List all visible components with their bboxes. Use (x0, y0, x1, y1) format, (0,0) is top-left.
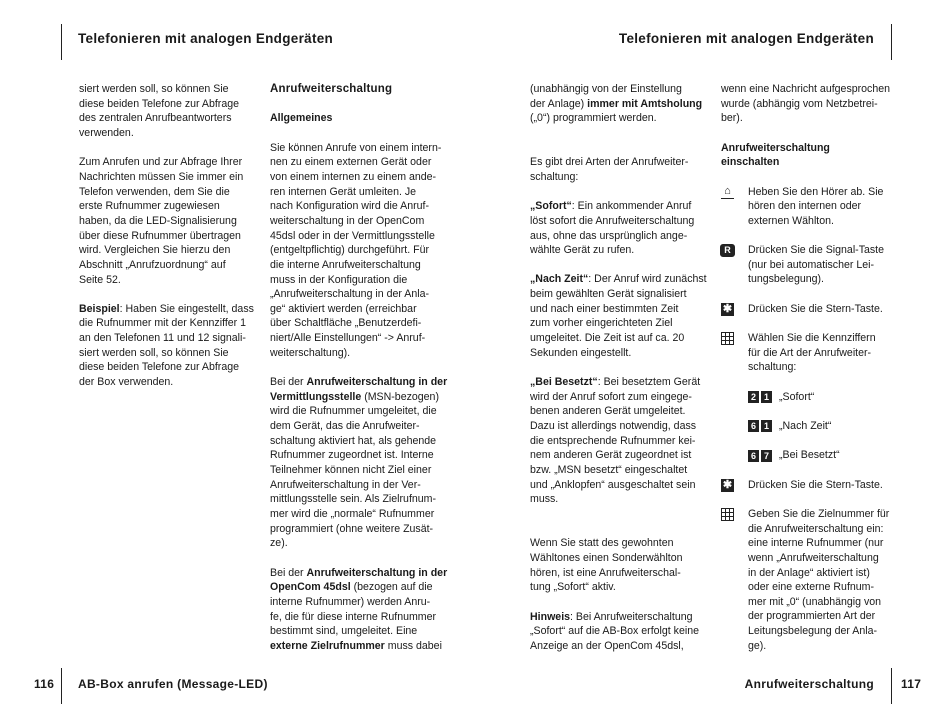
paragraph: Bei der Anrufweiterschaltung in der OpenCom 45dsl (bezogen auf die interne Rufnummer) werden Anru- fe, die für diese interne Rufnummer bestimmt sind, umgeleitet. Eine externe Zielrufnummer muss dabei (270, 566, 448, 652)
left-footer-title: AB-Box anrufen (Message-LED) (78, 677, 268, 691)
paragraph: Zum Anrufen und zur Abfrage Ihrer Nachrichten müssen Sie immer ein Telefon verwenden, dem Sie die erste Rufnummer zugewiesen haben, da die LED-Signalisierung über diese Rufnummer übertragen wird. Vergleichen Sie hierzu den Abschnitt „Anrufzuordnung“ auf Seite 52. (79, 156, 244, 286)
subsection-title: Allgemeines (270, 112, 333, 125)
step-star-key-2: ✱ Drücken Sie die Stern-Taste. (722, 478, 883, 491)
paragraph-nach-zeit: „Nach Zeit“: Der Anruf wird zunächst beim gewählten Gerät signalisiert und nach einer bestimmten Zeit zum vorher eingerichteten Ziel umgeleitet. Die Zeit ist auf ca. 20 Sekunden eingestellt. (530, 273, 707, 359)
star-key-icon: ✱ (722, 302, 733, 315)
section-title: Anrufweiterschaltung (270, 83, 393, 95)
footer-rule-left (61, 668, 62, 704)
column-1 (79, 82, 254, 404)
left-running-header: Telefonieren mit analogen Endgeräten (78, 31, 334, 46)
code-sofort: 2 1 „Sofort“ (748, 390, 886, 405)
handset-icon: ⌂ (721, 186, 734, 199)
step-dial-code: Wählen Sie die Kennziffern für die Art der Anrufweiter- schaltung: (721, 331, 886, 375)
paragraph: Es gibt drei Arten der Anrufweiter- schaltung: (530, 156, 689, 183)
left-page-number: 116 (34, 677, 55, 691)
column-3 (530, 82, 707, 668)
keypad-icon (721, 508, 734, 521)
column-2 (270, 82, 448, 668)
paragraph-bei-besetzt: „Bei Besetzt“: Bei besetztem Gerät wird der Anruf sofort zum eingege- benen anderen Gerät umgeleitet. Dazu ist allerdings notwendig, dass die entsprechende Rufnummer kei- nem anderen Gerät zugeordnet ist bzw. „MSN besetzt“ eingeschaltet und „Anklopfen“ ausgeschaltet sein muss. (530, 376, 701, 506)
step-signal-key: R Drücken Sie die Signal-Taste (nur bei automatischer Lei- tungsbelegung). (721, 243, 886, 287)
step-star-key: ✱ Drücken Sie die Stern-Taste. (722, 302, 883, 315)
signal-key-icon: R (720, 244, 735, 257)
digit-key: 1 (761, 420, 772, 432)
paragraph: Bei der Anrufweiterschaltung in der Vermittlungsstelle (MSN-bezogen) wird die Rufnummer umgeleitet, die dem Gerät, das die Anrufweiter- schaltung aktiviert hat, als gehende Rufnummer zugeordnet ist. Interne Teilnehmer können nicht Ziel einer Anrufweiterschaltung in der Ver- mittlungsstelle sein. Als Zielrufnum- mer wird die „normale“ Rufnummer programmiert (ohne weitere Zusät- ze). (270, 376, 448, 550)
header-rule-left (61, 24, 62, 60)
paragraph: siert werden soll, so können Sie diese beiden Telefone zur Abfrage des zentralen Anrufbeantworters verwenden. (79, 83, 240, 139)
digit-key: 2 (748, 391, 759, 403)
note-paragraph: Hinweis: Bei Anrufweiterschaltung „Sofort“ auf die AB-Box erfolgt keine Anzeige an der OpenCom 45dsl, (530, 610, 699, 652)
right-footer-title: Anrufweiterschaltung (744, 677, 874, 691)
paragraph: (unabhängig von der Einstellung der Anlage) immer mit Amtsholung („0“) programmiert werden. (530, 83, 703, 125)
keypad-icon (721, 332, 734, 345)
example-paragraph: Beispiel: Haben Sie eingestellt, dass die Rufnummer mit der Kennziffer 1 an den Telefonen 11 und 12 signali- siert werden soll, so können Sie diese beiden Telefone zur Abfrage der Box verwenden. (79, 302, 254, 389)
footer-rule-right (891, 668, 892, 704)
step-lift-handset: ⌂ Heben Sie den Hörer ab. Sie hören den internen oder externen Wählton. (721, 185, 886, 229)
paragraph-sofort: „Sofort“: Ein ankommender Anruf löst sofort die Anrufweiterschaltung aus, ohne das ursprünglich ange- wählte Gerät zu rufen. (530, 200, 695, 257)
step-enter-target: Geben Sie die Zielnummer für die Anrufweiterschaltung ein: eine interne Rufnummer (nur wenn „Anrufweiterschaltung in der Anlage“ aktiviert ist) oder eine externe Rufnum- mer mit „0“ (unabhängig von der programmierten Art der Leitungsbelegung der Anla- ge). (721, 507, 886, 654)
star-key-icon: ✱ (722, 478, 733, 491)
digit-key: 1 (761, 391, 772, 403)
subsection-title: Anrufweiterschaltung einschalten (721, 141, 830, 169)
right-running-header: Telefonieren mit analogen Endgeräten (618, 31, 874, 46)
column-4 (721, 82, 891, 668)
code-bei-besetzt: 6 7 „Bei Besetzt“ (748, 448, 886, 463)
paragraph: Wenn Sie statt des gewohnten Wähltones einen Sonderwählton hören, ist eine Anrufweiterschal- tung „Sofort“ aktiv. (530, 537, 683, 594)
paragraph: wenn eine Nachricht aufgesprochen wurde (abhängig vom Netzbetrei- ber). (721, 83, 891, 125)
header-rule-right (891, 24, 892, 60)
digit-key: 6 (748, 420, 759, 432)
paragraph: Sie können Anrufe von einem intern- nen zu einem externen Gerät oder von einem internen zu einem ande- ren internen Gerät umleiten. Je nach Konfiguration wird die Anruf- weiterschaltung in der OpenCom 45dsl oder in der Vermittlungsstelle (entgeltpflichtig) durchgeführt. Für die interne Anrufweiterschaltung muss in der Konfiguration die „Anrufweiterschaltung in der Anla- ge“ aktiviert werden (erreichbar über Schaltfläche „Benutzerdefi- niert/Alle Einstellungen“ -> Anruf- weiterschaltung). (270, 141, 442, 359)
digit-key: 6 (748, 450, 759, 462)
code-nach-zeit: 6 1 „Nach Zeit“ (748, 419, 886, 434)
right-page-number: 117 (901, 677, 922, 691)
digit-key: 7 (761, 450, 772, 462)
